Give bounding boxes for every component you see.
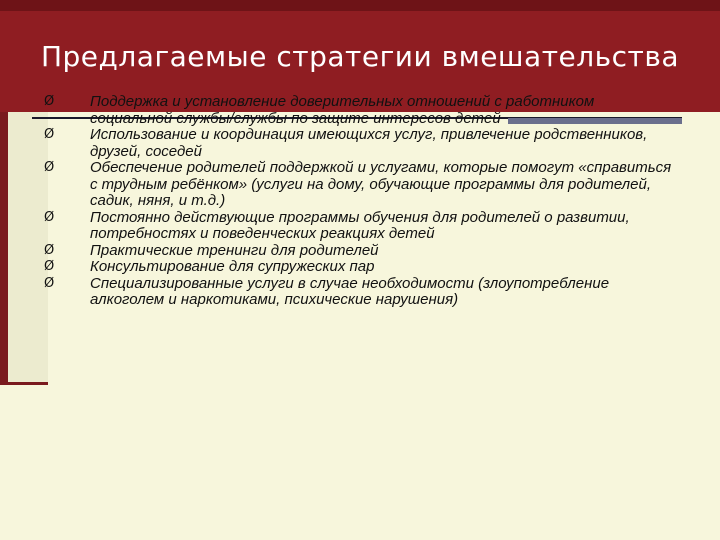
arrow-bullet-icon: Ø: [44, 127, 55, 142]
left-accent-underline: [0, 382, 48, 385]
strategy-list: [44, 94, 674, 309]
list-item-text: Практические тренинги для родителей: [90, 241, 379, 259]
list-item-text: Использование и координация имеющихся услуг, привлечение родственников, друзей, соседей: [90, 126, 648, 160]
list-item: [44, 210, 674, 243]
header-top-strip: [0, 0, 720, 11]
list-item: [44, 127, 674, 160]
list-item-text: Специализированные услуги в случае необходимости (злоупотребление алкоголем и наркотиками, психические нарушения): [90, 274, 610, 308]
list-item: [44, 259, 674, 276]
list-item: [44, 243, 674, 260]
list-item-text: Поддержка и установление доверительных отношений с работником социальной службы/службы по защите интересов детей: [90, 93, 595, 127]
slide-title: Предлагаемые стратегии вмешательства: [40, 40, 680, 73]
arrow-bullet-icon: Ø: [44, 94, 55, 109]
left-side-panel: [8, 112, 48, 382]
arrow-bullet-icon: Ø: [44, 275, 55, 291]
list-item: [44, 276, 674, 309]
left-accent-bar: [0, 112, 8, 385]
list-item-text: Постоянно действующие программы обучения для родителей о развитии, потребностях и поведенческих реакциях детей: [90, 208, 630, 242]
list-item-text: Консультирование для супружеских пар: [90, 258, 375, 275]
arrow-bullet-icon: Ø: [44, 242, 55, 258]
list-item: [44, 160, 674, 210]
list-item: [44, 94, 674, 127]
list-item-text: Обеспечение родителей поддержкой и услугами, которые помогут «справиться с трудным ребёнком» (услуги на дому, обучающие программы для родителей, садик, няня, и т.д.): [90, 159, 672, 209]
arrow-bullet-icon: Ø: [44, 160, 55, 175]
arrow-bullet-icon: Ø: [44, 259, 55, 274]
arrow-bullet-icon: Ø: [44, 209, 55, 225]
